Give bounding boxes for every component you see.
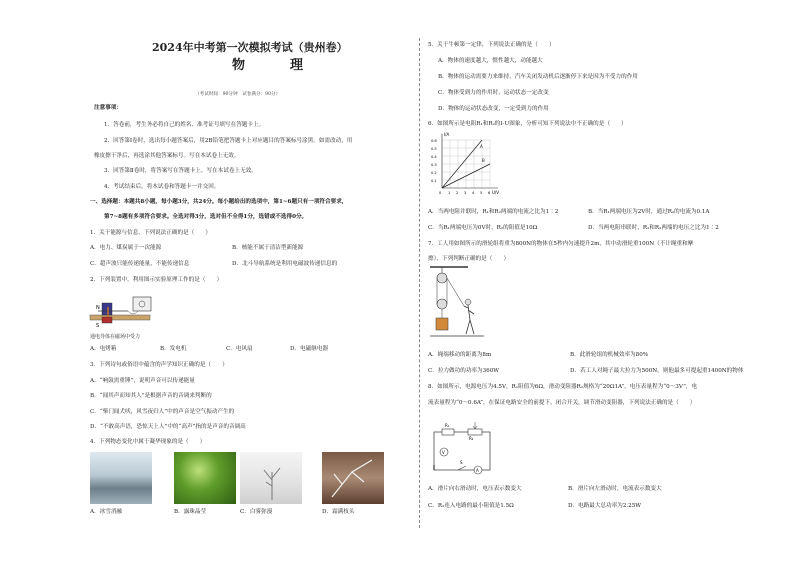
q6-x-tick: 2 (456, 191, 459, 195)
q8-ammeter-label: A (476, 468, 479, 473)
q6-x-tick: 4 (472, 191, 475, 195)
q5-option-b: B．物体的运动需要力来维持，汽车关闭发动机后逐渐停下来是因为不受力的作用 (438, 74, 638, 80)
note-4: 4．考试结束后，将本试卷和答题卡一并交回。 (104, 184, 220, 190)
q2-option-a: A．电烤箱 (90, 346, 117, 352)
exam-time-info: （考试时间：90分钟 试卷满分：90分） (195, 92, 281, 97)
q7-option-d: D．若工人对绳子最大拉力为500N，则他最多可提起重1400N的物体 (570, 368, 744, 374)
q8-r2-label: R₂ (469, 436, 474, 441)
q4-option-a: A．冰雪消融 (90, 509, 123, 515)
q2-label-s: S (96, 323, 100, 329)
q4-photo-fog (240, 452, 302, 504)
q3-option-c: C．“柴门闻犬吠，风雪夜归人”中的声音是空气振动产生的 (90, 409, 235, 415)
q7-stem-1: 7．工人用如图所示的滑轮组将重为800N的物体在5秒内匀速提升2m，其中动滑轮重100N（不计绳重和摩 (428, 241, 694, 247)
q8-r1-label: R₁ (445, 423, 450, 428)
q7-fixed-pulley (437, 273, 447, 283)
q4-option-c: C．白雾弥漫 (240, 509, 273, 515)
q6-y-tick: 0.3 (431, 163, 437, 167)
q1-stem: 1．关于能源与信息，下列说法正确的是（ ） (90, 230, 212, 236)
exam-title: 2024年中考第一次模拟考试（贵州卷） (152, 41, 348, 54)
q6-iu-graph (428, 130, 508, 200)
q8-option-a: A．滑片向右滑动时，电压表示数变大 (428, 486, 522, 492)
q2-stem: 2．下列装置中，利用图示实验原理工作的是（ ） (90, 277, 223, 283)
q7-worker-head (465, 299, 471, 305)
q8-option-c: C．R₂连入电路的最小阻值是1.5Ω (428, 503, 514, 509)
q7-option-a: A．绳端移动的距离为8m (428, 352, 492, 358)
q8-slider (473, 422, 477, 429)
q8-stem-1: 8．如图所示，电源电压为4.5V，R₁阻值为6Ω，滑动变阻器R₂规格为“20Ω1A”，电压表量程为“0～3V”，电 (428, 384, 698, 390)
q7-pull-rope (447, 278, 464, 306)
q6-x-tick: 6 (488, 191, 491, 195)
q3-option-d: D．“不敢高声语，恐惊天上人”中的“高声”指的是声音的音调高 (90, 424, 246, 430)
q2-magnet-n (102, 303, 112, 315)
q2-wire (128, 311, 138, 314)
q1-option-c: C．超声波只能传递能量，不能传递信息 (90, 261, 190, 267)
q2-option-c: C．电风扇 (226, 346, 253, 352)
q2-base-board (90, 315, 150, 320)
q6-x-tick: 5 (480, 191, 483, 195)
q4-stem: 4．下列物态变化中属于凝华现象的是（ ） (90, 439, 206, 445)
q8-switch-label: S (460, 460, 463, 465)
note-3: 3．回答第Ⅱ卷时，将答案写在答题卡上。写在本试卷上无效。 (104, 168, 257, 174)
q1-option-a: A．电力、煤炭属于一次能源 (90, 245, 162, 251)
q6-y-tick: 0.6 (431, 139, 437, 143)
q4-option-b: B．露珠晶莹 (174, 509, 207, 515)
note-2: 2．回答第Ⅰ卷时，选出每小题答案后，用2B铅笔把答题卡上对应题目的答案标号涂黑。如需改动，用 (104, 138, 353, 144)
q6-y-label: I/A (444, 132, 450, 137)
q7-option-b: B．此滑轮组的机械效率为80% (570, 352, 649, 358)
q8-resistor-r1 (442, 429, 454, 435)
q1-option-b: B．核能不属于清洁型新能源 (232, 245, 304, 251)
q6-option-a: A．当两电阻并联时，R₁和R₂两端的电流之比为1∶2 (428, 209, 559, 215)
note-2-cont: 橡皮擦干净后，再选涂其他答案标号。写在本试卷上无效。 (94, 153, 240, 159)
q4-photo-frost (322, 452, 384, 504)
q8-stem-2: 流表量程为“0～0.6A”，在保证电路安全的前提下，闭合开关，调节滑动变阻器，下列说法正确的是（ ） (428, 400, 696, 406)
q8-option-b: B．滑片向左滑动时，电流表示数变大 (568, 486, 662, 492)
q2-label-n: N (96, 305, 100, 311)
q2-experiment-figure (88, 287, 168, 339)
column-divider (419, 38, 420, 528)
q7-worker-body (464, 305, 474, 334)
q1-option-d: D．北斗导航系统是利用电磁波传递信息的 (232, 261, 338, 267)
section1-line1: 一、选择题：本题共8小题，每小题3分，共24分。每小题给出的选项中，第1~6题只有一项符合要求， (90, 199, 348, 205)
q6-option-d: D．当两电阻串联时，R₁和R₂两端的电压之比为1∶2 (588, 225, 719, 231)
q5-option-a: A．物体的速度越大，惯性越大，动能越大 (438, 58, 543, 64)
q7-option-c: C．拉力做功的功率为360W (428, 368, 500, 374)
section1-line2: 第7~8题有多项符合要求。全选对得3分，选对但不全得1分，选错或不选得0分。 (104, 214, 308, 220)
q2-option-d: D．电磁继电器 (290, 346, 329, 352)
q3-stem: 3．下列诗句或俗语中蕴含的声学知识正确的是（ ） (90, 362, 228, 368)
q6-x-tick: 3 (464, 191, 467, 195)
q2-magnet-s (102, 317, 112, 323)
q6-grid (442, 140, 490, 188)
q7-stem-2: 擦），下列判断正确的是（ ） (428, 256, 510, 262)
q6-x-label: U/V (492, 190, 500, 195)
q4-option-d: D．霜满枝头 (322, 509, 355, 515)
q6-x-tick: 1 (448, 191, 451, 195)
q6-line-b-label: B (482, 158, 485, 163)
q7-load-block (436, 318, 448, 330)
q6-y-tick: 0.5 (431, 147, 437, 151)
q8-voltmeter-label: V (442, 450, 445, 455)
q2-power-supply (133, 297, 151, 311)
q6-y-tick: 0.4 (431, 155, 437, 159)
q4-photo-dew-drops (174, 452, 236, 504)
q7-movable-pulley (437, 299, 447, 309)
q5-option-c: C．物体受到力的作用时，运动状态一定改变 (438, 90, 549, 96)
q2-option-b: B．发电机 (160, 346, 187, 352)
q6-stem: 6．如图所示是电阻R₁和R₂的I-U图象，分析可知下列说法中不正确的是（ ） (428, 121, 627, 127)
q8-switch (458, 466, 466, 470)
q8-rheostat-r2 (468, 429, 482, 435)
q3-option-a: A．“响鼓需重锤”，说明声音可以传递能量 (90, 378, 195, 384)
note-1: 1．答卷前，考生务必将自己的姓名、准考证号填写在答题卡上。 (104, 122, 265, 128)
q3-option-b: B．“闻其声而知其人”是根据声音的音调来判断的 (90, 393, 212, 399)
q6-y-tick: 0.2 (431, 171, 437, 175)
q8-option-d: D．电路最大总功率为2.25W (568, 503, 642, 509)
q7-pulley-figure (428, 264, 488, 342)
q6-y-tick: 0.1 (431, 179, 437, 183)
q5-stem: 5．关于牛顿第一定律，下列说法正确的是（ ） (428, 42, 555, 48)
q6-x-tick: 0 (439, 191, 442, 195)
q6-line-a-label: A (480, 144, 483, 149)
subject-title: 物 理 (232, 58, 320, 73)
q4-photo-melting-ice (90, 452, 152, 504)
q5-option-d: D．物体的运动状态改变，一定受到力的作用 (438, 106, 549, 112)
q6-option-b: B．当R₁两端电压为2V时，通过R₂的电流为0.1A (588, 209, 710, 215)
q2-figure-caption: 通电导体在磁场中受力 (90, 334, 141, 340)
q8-circuit-diagram (428, 420, 498, 475)
notes-heading: 注意事项： (94, 105, 122, 111)
q6-option-c: C．当R₁两端电压为0V时，R₂的阻值是10Ω (428, 225, 538, 231)
